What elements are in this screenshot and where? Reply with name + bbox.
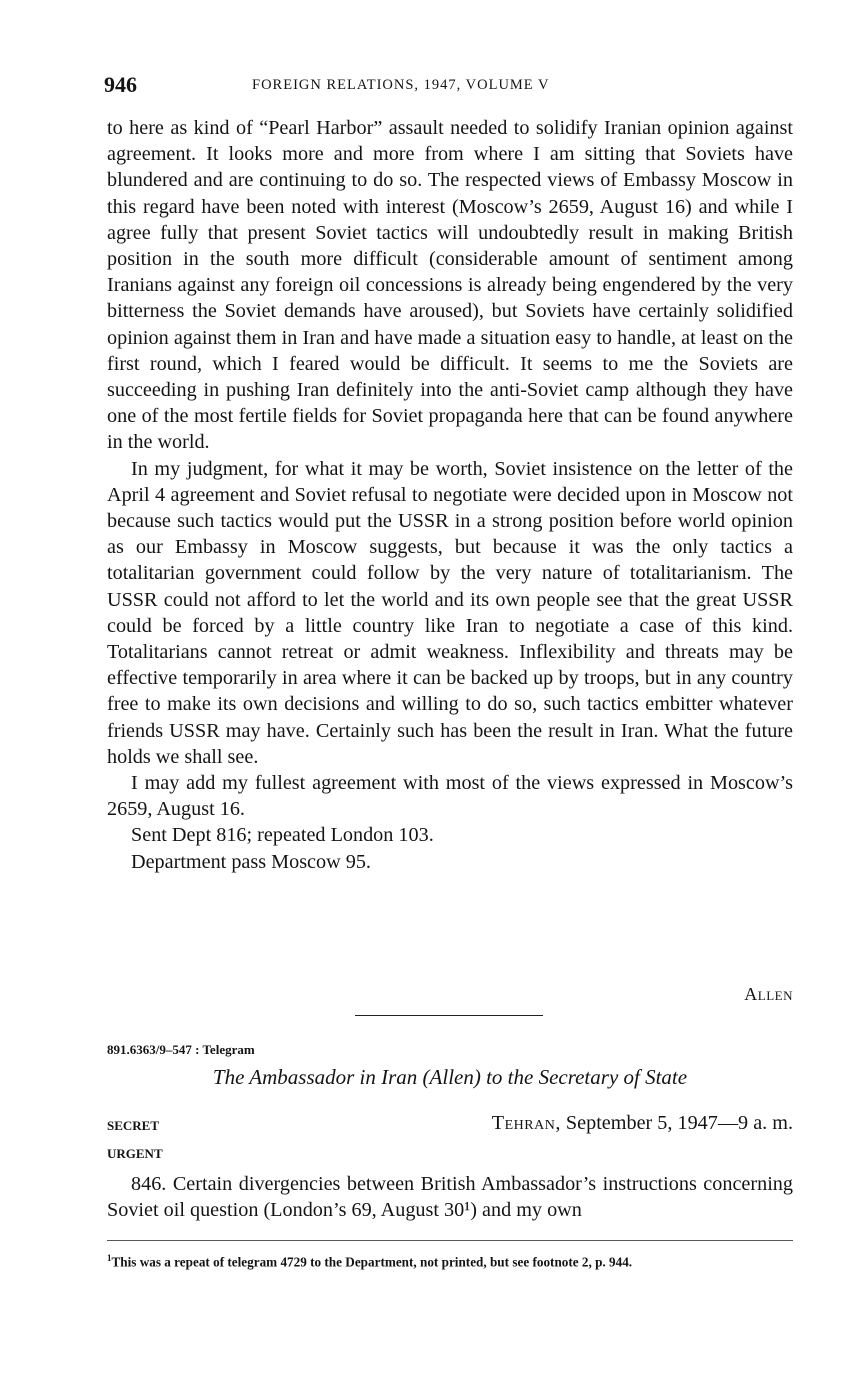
page-number: 946 (104, 72, 137, 97)
document-title: The Ambassador in Iran (Allen) to the Secretary of State (212, 1065, 688, 1089)
footnote-divider (107, 1240, 793, 1241)
classification-secret: SECRET (107, 1118, 160, 1133)
paragraph: Sent Dept 816; repeated London 103. (131, 824, 434, 847)
telegram-text (107, 1171, 793, 1223)
classification-urgent: URGENT (107, 1146, 163, 1161)
body-text (107, 115, 793, 875)
footnote-marker: 1 (107, 1253, 112, 1263)
signature: Allen (744, 984, 793, 1004)
paragraph: 846. Certain divergencies between British Ambassador’s instructions concerning Soviet oil question (London’s 69, August 30¹) and my own (107, 1173, 793, 1222)
dateline-date: September 5, 1947—9 a. m. (565, 1112, 793, 1134)
footnote (107, 1250, 793, 1271)
section-divider (355, 1015, 543, 1016)
page-header (104, 72, 794, 100)
running-head: FOREIGN RELATIONS, 1947, VOLUME V (252, 77, 550, 93)
dateline (492, 1112, 793, 1135)
paragraph: to here as kind of “Pearl Harbor” assault needed to solidify Iranian opinion against agreement. It looks more and more from where I am sitting that Soviets have blundered and are continuing to do so. The respected views of Embassy Moscow in this regard have been noted with interest (Moscow’s 2659, August 16) and while I agree fully that present Soviet tactics will undoubtedly result in making British position in the south more difficult (considerable amount of sentiment among Iranians against any foreign oil concessions is already being engendered by the very bitterness the Soviet demands have aroused), but Soviets have certainly solidified opinion against them in Iran and have made a situation easy to handle, at least on the first round, which I feared would be difficult. It seems to me the Soviets are succeeding in pushing Iran definitely into the anti-Soviet camp although they have one of the most fertile fields for Soviet propaganda here that can be found anywhere in the world. (107, 117, 793, 454)
file-reference: 891.6363/9–547 : Telegram (107, 1042, 255, 1057)
paragraph: In my judgment, for what it may be worth, Soviet insistence on the letter of the April 4 agreement and Soviet refusal to negotiate were decided upon in Moscow not because such tactics would put the USSR in a strong position before world opinion as our Embassy in Moscow suggests, but because it was the only tactics a totalitarian government could follow by the very nature of totalitarianism. The USSR could not afford to let the world and its own people see that the great USSR could be forced by a little country like Iran to negotiate a case of this kind. Totalitarians cannot retreat or admit weakness. Inflexibility and threats may be effective temporarily in area where it can be backed up by troops, but in any country free to make its own decisions and willing to do so, such tactics embitter whatever friends USSR may have. Certainly such has been the result in Iran. What the future holds we shall see. (107, 457, 793, 768)
paragraph: I may add my fullest agreement with most of the views expressed in Moscow’s 2659, August 16. (107, 772, 793, 821)
footnote-text: This was a repeat of telegram 4729 to the Department, not printed, but see footnote 2, p. 944. (111, 1254, 633, 1270)
dateline-place: Tehran, (491, 1112, 561, 1134)
paragraph: Department pass Moscow 95. (131, 850, 371, 873)
